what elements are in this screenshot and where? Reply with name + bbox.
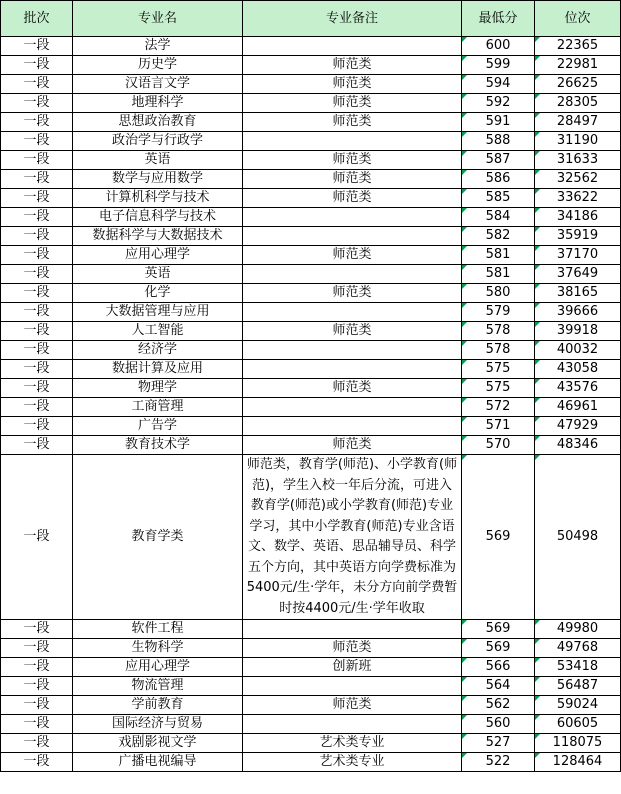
note-cell: 师范类	[243, 284, 462, 303]
min-score-cell: 562	[462, 696, 535, 715]
rank-cell: 60605	[535, 715, 621, 734]
min-score-cell: 584	[462, 208, 535, 227]
min-score-cell: 578	[462, 322, 535, 341]
note-cell: 师范类	[243, 696, 462, 715]
header-major: 专业名	[73, 1, 243, 37]
note-cell: 师范类	[243, 94, 462, 113]
major-cell: 大数据管理与应用	[73, 303, 243, 322]
table-row	[1, 398, 621, 417]
rank-cell: 37170	[535, 246, 621, 265]
major-cell: 数学与应用数学	[73, 170, 243, 189]
note-cell	[243, 303, 462, 322]
major-cell: 软件工程	[73, 620, 243, 639]
note-cell	[243, 398, 462, 417]
header-row	[1, 1, 621, 37]
batch-cell: 一段	[1, 620, 73, 639]
header-min-score: 最低分	[462, 1, 535, 37]
batch-cell: 一段	[1, 322, 73, 341]
note-cell: 师范类	[243, 113, 462, 132]
table-row	[1, 151, 621, 170]
table-row	[1, 303, 621, 322]
note-cell: 艺术类专业	[243, 734, 462, 753]
batch-cell: 一段	[1, 658, 73, 677]
table-row	[1, 265, 621, 284]
min-score-cell: 591	[462, 113, 535, 132]
min-score-cell: 564	[462, 677, 535, 696]
table-row	[1, 455, 621, 620]
note-cell: 师范类	[243, 639, 462, 658]
note-cell: 师范类	[243, 379, 462, 398]
batch-cell: 一段	[1, 170, 73, 189]
note-cell: 师范类	[243, 151, 462, 170]
major-cell: 历史学	[73, 56, 243, 75]
rank-cell: 28305	[535, 94, 621, 113]
table-row	[1, 208, 621, 227]
major-cell: 教育技术学	[73, 436, 243, 455]
rank-cell: 59024	[535, 696, 621, 715]
table-row	[1, 94, 621, 113]
rank-cell: 43058	[535, 360, 621, 379]
min-score-cell: 575	[462, 360, 535, 379]
major-cell: 广播电视编导	[73, 753, 243, 772]
rank-cell: 128464	[535, 753, 621, 772]
min-score-cell: 569	[462, 620, 535, 639]
rank-cell: 46961	[535, 398, 621, 417]
min-score-cell: 575	[462, 379, 535, 398]
rank-cell: 56487	[535, 677, 621, 696]
batch-cell: 一段	[1, 455, 73, 620]
batch-cell: 一段	[1, 677, 73, 696]
batch-cell: 一段	[1, 734, 73, 753]
min-score-cell: 581	[462, 265, 535, 284]
rank-cell: 47929	[535, 417, 621, 436]
note-cell	[243, 677, 462, 696]
table-row	[1, 715, 621, 734]
rank-cell: 40032	[535, 341, 621, 360]
batch-cell: 一段	[1, 132, 73, 151]
note-cell	[243, 227, 462, 246]
rank-cell: 31633	[535, 151, 621, 170]
rank-cell: 22365	[535, 37, 621, 56]
min-score-cell: 600	[462, 37, 535, 56]
min-score-cell: 566	[462, 658, 535, 677]
rank-cell: 31190	[535, 132, 621, 151]
major-cell: 政治学与行政学	[73, 132, 243, 151]
min-score-cell: 569	[462, 639, 535, 658]
major-cell: 电子信息科学与技术	[73, 208, 243, 227]
note-cell	[243, 417, 462, 436]
rank-cell: 53418	[535, 658, 621, 677]
major-cell: 戏剧影视文学	[73, 734, 243, 753]
note-cell: 师范类	[243, 56, 462, 75]
rank-cell: 49768	[535, 639, 621, 658]
major-cell: 思想政治教育	[73, 113, 243, 132]
note-cell	[243, 620, 462, 639]
header-rank: 位次	[535, 1, 621, 37]
min-score-cell: 578	[462, 341, 535, 360]
table-row	[1, 113, 621, 132]
batch-cell: 一段	[1, 113, 73, 132]
table-row	[1, 284, 621, 303]
table-row	[1, 639, 621, 658]
major-cell: 人工智能	[73, 322, 243, 341]
note-cell	[243, 132, 462, 151]
batch-cell: 一段	[1, 284, 73, 303]
rank-cell: 28497	[535, 113, 621, 132]
table-row	[1, 677, 621, 696]
min-score-cell: 587	[462, 151, 535, 170]
major-cell: 法学	[73, 37, 243, 56]
table-row	[1, 37, 621, 56]
major-cell: 数据科学与大数据技术	[73, 227, 243, 246]
table-row	[1, 227, 621, 246]
header-note: 专业备注	[243, 1, 462, 37]
table-row	[1, 246, 621, 265]
table-row	[1, 341, 621, 360]
rank-cell: 34186	[535, 208, 621, 227]
batch-cell: 一段	[1, 436, 73, 455]
note-cell: 师范类	[243, 436, 462, 455]
table-row	[1, 620, 621, 639]
min-score-cell: 527	[462, 734, 535, 753]
table-row	[1, 322, 621, 341]
batch-cell: 一段	[1, 379, 73, 398]
note-cell: 师范类	[243, 189, 462, 208]
batch-cell: 一段	[1, 715, 73, 734]
min-score-cell: 522	[462, 753, 535, 772]
table-row	[1, 170, 621, 189]
rank-cell: 118075	[535, 734, 621, 753]
min-score-cell: 579	[462, 303, 535, 322]
major-cell: 学前教育	[73, 696, 243, 715]
major-cell: 广告学	[73, 417, 243, 436]
major-cell: 物流管理	[73, 677, 243, 696]
min-score-cell: 588	[462, 132, 535, 151]
min-score-cell: 560	[462, 715, 535, 734]
major-cell: 汉语言文学	[73, 75, 243, 94]
batch-cell: 一段	[1, 56, 73, 75]
table-row	[1, 379, 621, 398]
header-batch: 批次	[1, 1, 73, 37]
min-score-cell: 586	[462, 170, 535, 189]
batch-cell: 一段	[1, 189, 73, 208]
rank-cell: 26625	[535, 75, 621, 94]
batch-cell: 一段	[1, 94, 73, 113]
batch-cell: 一段	[1, 417, 73, 436]
major-cell: 经济学	[73, 341, 243, 360]
min-score-cell: 594	[462, 75, 535, 94]
batch-cell: 一段	[1, 303, 73, 322]
rank-cell: 50498	[535, 455, 621, 620]
min-score-cell: 569	[462, 455, 535, 620]
batch-cell: 一段	[1, 398, 73, 417]
note-cell: 师范类	[243, 75, 462, 94]
table-row	[1, 696, 621, 715]
table-body	[1, 37, 621, 772]
note-cell	[243, 341, 462, 360]
batch-cell: 一段	[1, 265, 73, 284]
major-cell: 工商管理	[73, 398, 243, 417]
note-cell: 艺术类专业	[243, 753, 462, 772]
rank-cell: 39918	[535, 322, 621, 341]
major-cell: 应用心理学	[73, 246, 243, 265]
major-cell: 国际经济与贸易	[73, 715, 243, 734]
rank-cell: 37649	[535, 265, 621, 284]
batch-cell: 一段	[1, 37, 73, 56]
table-row	[1, 132, 621, 151]
note-cell: 师范类	[243, 246, 462, 265]
rank-cell: 22981	[535, 56, 621, 75]
note-cell	[243, 715, 462, 734]
table-row	[1, 658, 621, 677]
major-cell: 英语	[73, 151, 243, 170]
batch-cell: 一段	[1, 341, 73, 360]
table-header	[1, 1, 621, 37]
rank-cell: 48346	[535, 436, 621, 455]
batch-cell: 一段	[1, 360, 73, 379]
table-row	[1, 56, 621, 75]
note-cell	[243, 265, 462, 284]
major-cell: 计算机科学与技术	[73, 189, 243, 208]
table-row	[1, 360, 621, 379]
min-score-cell: 580	[462, 284, 535, 303]
rank-cell: 39666	[535, 303, 621, 322]
batch-cell: 一段	[1, 151, 73, 170]
note-cell: 师范类	[243, 170, 462, 189]
note-cell: 师范类，教育学(师范)、小学教育(师范)，学生入校一年后分流，可进入教育学(师范)或小学教育(师范)专业学习，其中小学教育(师范)专业含语文、数学、英语、思品辅导员、科学五个方向，其中英语方向学费标准为5400元/生·学年，未分方向前学费暂时按4400元/生·学年收取	[243, 455, 462, 620]
batch-cell: 一段	[1, 227, 73, 246]
rank-cell: 35919	[535, 227, 621, 246]
major-cell: 化学	[73, 284, 243, 303]
note-cell	[243, 208, 462, 227]
rank-cell: 43576	[535, 379, 621, 398]
major-cell: 应用心理学	[73, 658, 243, 677]
min-score-cell: 599	[462, 56, 535, 75]
table-row	[1, 734, 621, 753]
note-cell: 师范类	[243, 322, 462, 341]
major-cell: 教育学类	[73, 455, 243, 620]
batch-cell: 一段	[1, 75, 73, 94]
batch-cell: 一段	[1, 246, 73, 265]
min-score-cell: 570	[462, 436, 535, 455]
major-cell: 英语	[73, 265, 243, 284]
major-cell: 物理学	[73, 379, 243, 398]
min-score-cell: 592	[462, 94, 535, 113]
rank-cell: 38165	[535, 284, 621, 303]
major-cell: 地理科学	[73, 94, 243, 113]
table-row	[1, 189, 621, 208]
table-row	[1, 417, 621, 436]
rank-cell: 49980	[535, 620, 621, 639]
table-row	[1, 75, 621, 94]
min-score-cell: 581	[462, 246, 535, 265]
batch-cell: 一段	[1, 753, 73, 772]
min-score-cell: 572	[462, 398, 535, 417]
table-row	[1, 753, 621, 772]
min-score-cell: 585	[462, 189, 535, 208]
major-cell: 生物科学	[73, 639, 243, 658]
table-row	[1, 436, 621, 455]
note-cell: 创新班	[243, 658, 462, 677]
batch-cell: 一段	[1, 696, 73, 715]
major-cell: 数据计算及应用	[73, 360, 243, 379]
batch-cell: 一段	[1, 639, 73, 658]
rank-cell: 32562	[535, 170, 621, 189]
note-cell	[243, 37, 462, 56]
note-cell	[243, 360, 462, 379]
min-score-cell: 582	[462, 227, 535, 246]
min-score-cell: 571	[462, 417, 535, 436]
rank-cell: 33622	[535, 189, 621, 208]
batch-cell: 一段	[1, 208, 73, 227]
